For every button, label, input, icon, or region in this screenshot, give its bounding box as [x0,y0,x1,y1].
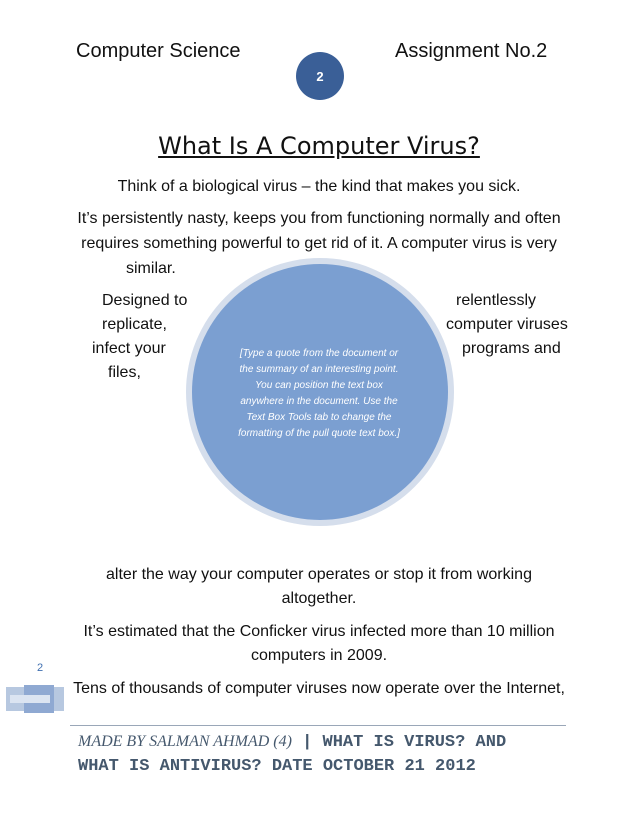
paragraph-4-line-1: alter the way your computer operates or stop it from working [106,566,532,583]
paragraph-2-line-3: similar. [126,260,176,277]
paragraph-5-line-1: It’s estimated that the Conficker virus infected more than 10 million [83,623,555,640]
header-subject: Computer Science [76,40,241,62]
footer-separator: | [302,733,313,752]
footer-text-2: WHAT IS ANTIVIRUS? DATE OCTOBER 21 2012 [78,757,476,776]
paragraph-2-line-1: It’s persistently nasty, keeps you from functioning normally and often [77,210,561,227]
wrap-left-1: Designed to [102,292,188,309]
pull-quote-text[interactable] [224,346,414,442]
pull-quote-line: You can position the text box [255,380,383,391]
footer-line-1 [78,730,558,755]
paragraph-2-line-2: requires something powerful to get rid of it. A computer virus is very [81,235,557,252]
wrap-left-4: files, [108,364,141,381]
side-page-number: 2 [37,662,44,674]
footer-author: MADE BY SALMAN AHMAD (4) [78,733,292,750]
wrap-right-1: relentlessly [456,292,537,309]
pull-quote-line: formatting of the pull quote text box.] [238,428,400,439]
paragraph-6: Tens of thousands of computer viruses now operate over the Internet, [73,680,565,697]
page-corner-decoration-icon [6,685,70,713]
paragraph-4-line-2: altogether. [281,590,357,607]
paragraph-1: Think of a biological virus – the kind that makes you sick. [117,178,521,195]
page-number-badge: 2 [296,52,344,100]
wrap-right-3: programs and [462,340,561,357]
wrap-left-2: replicate, [102,316,167,333]
footer [78,730,558,779]
header-assignment: Assignment No.2 [395,40,548,62]
pull-quote-line: the summary of an interesting point. [239,364,399,375]
pull-quote-line: anywhere in the document. Use the [240,396,398,407]
pull-quote-line: Text Box Tools tab to change the [246,412,392,423]
page-title: What Is A Computer Virus? [158,132,480,160]
footer-divider [70,725,566,726]
paragraph-5-line-2: computers in 2009. [250,647,388,664]
footer-text-1: WHAT IS VIRUS? AND [322,733,507,752]
wrap-right-2: computer viruses [446,316,568,333]
wrap-left-3: infect your [92,340,166,357]
pull-quote-line: [Type a quote from the document or [239,348,399,359]
